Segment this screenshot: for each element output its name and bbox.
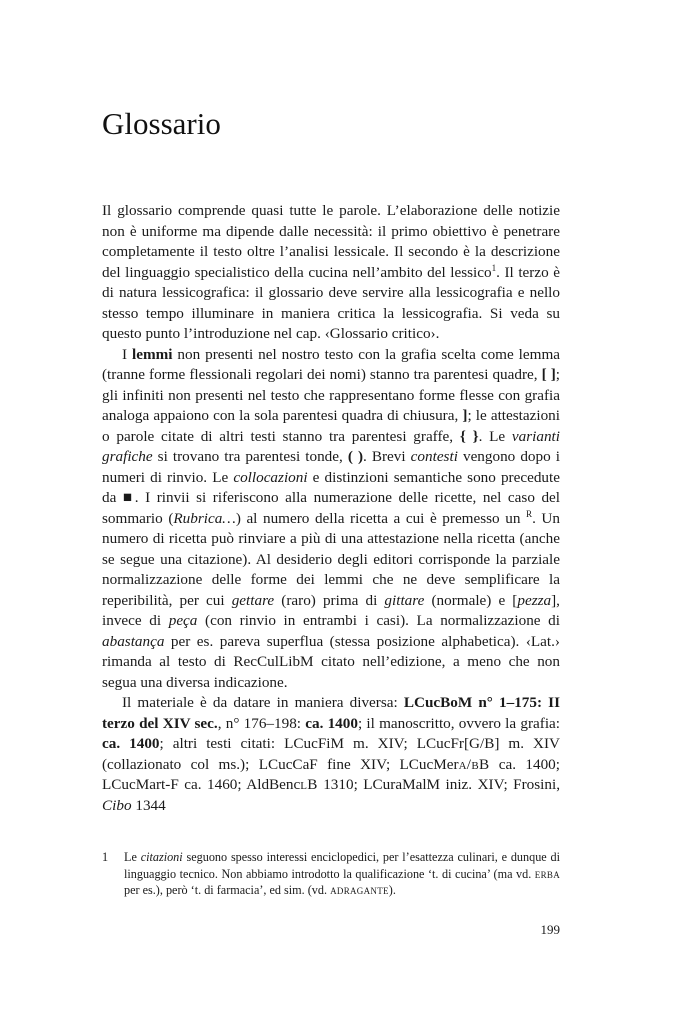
- text-run: . Un numero di ricetta può rinviare a più di una attestazione nella ricetta (anche se segue una citazione). Al desiderio degli editori corrisponde la parziale normalizzazione delle forme dei lemmi che ne deve semplificare la reperibilità, per cui: [102, 509, 560, 609]
- text-run: ).: [388, 883, 396, 898]
- text-run: , n° 176–198:: [217, 714, 306, 732]
- text-run: per es. pareva superflua (stessa posizione alphabetica). ‹Lat.› rimanda al testo di RecCulLibM citato nell’edizione, a meno che non segua una diversa indicazione.: [102, 632, 560, 691]
- text-run: . Il terzo è di natura lessicografica: il glossario deve servire alla lessicografia e nello stesso tempo illuminare in maniera critica la lessicografia. Si veda su questo punto l’introduzione nel cap. ‹Glossario critico›.: [102, 263, 560, 342]
- bold-term: lemmi: [132, 345, 173, 363]
- text-run: . Le: [478, 427, 512, 445]
- text-run: . I rinvii si riferiscono alla numerazione delle ricette, nel caso del sommario (: [102, 489, 560, 527]
- text-run: per es.), però ‘t. di farmacia’, ed sim. (vd.: [124, 883, 331, 898]
- text-run: ca. 1400; LCucMart-F ca. 1460; AldBenc: [102, 755, 560, 793]
- text-run: 1310; LCuraMalM iniz. XIV; Frosini,: [317, 776, 560, 793]
- page-number: 199: [540, 922, 560, 937]
- small-caps-term: adragante: [330, 883, 389, 898]
- superscript-marker: R: [525, 508, 533, 519]
- bold-term: ca. 1400: [305, 714, 358, 732]
- italic-term: Rubrica…: [173, 509, 236, 527]
- footnote-reference: 1: [491, 262, 497, 273]
- text-run: ) al numero della ricetta a cui è premesso un: [235, 509, 526, 527]
- italic-term: varianti grafiche: [102, 427, 560, 465]
- text-run: e distinzioni semantiche sono precedute da: [102, 468, 560, 506]
- footnote-text: [124, 849, 560, 899]
- square-bullet-icon: ■: [122, 489, 135, 506]
- text-run: Il glossario comprende quasi tutte le parole. L’elaborazione delle notizie non è uniforme ma dipende dalle necessità: il primo obiettivo è penetrare completamente il testo oltre l’analisi lessicale. Il secondo è la descrizione del linguaggio specialistico della cucina nell’ambito del lessico: [102, 202, 560, 281]
- text-run: non presenti nel nostro testo con la grafia scelta come lemma (tranne forme flessionali regolari dei nomi) stanno tra parentesi quadre,: [102, 345, 560, 383]
- small-caps-term: lB: [300, 776, 318, 793]
- text-run: ; altri testi citati: LCucFiM m. XIV; LCucFr[G/B] m. XIV (collazionato col ms.); LCucCaF fine XIV; LCucMer: [102, 735, 560, 773]
- footnote-number: 1: [102, 850, 109, 864]
- italic-term: gittare: [384, 591, 425, 609]
- text-run: seguono spesso interessi enciclopedici, per l’esattezza culinari, e dunque di linguaggio tecnico. Non abbiamo introdotto la qualificazione ‘t. di cucina’ (ma vd.: [124, 850, 561, 881]
- italic-term: abastança: [102, 632, 165, 650]
- italic-term: Cibo: [102, 796, 132, 814]
- text-run: ; le attestazioni o parole citate di altri testi stanno tra parentesi graffe,: [102, 407, 561, 445]
- chapter-title: Glossario: [102, 106, 221, 141]
- text-run: (raro) prima di: [274, 591, 385, 609]
- footnote: [102, 849, 560, 899]
- italic-term: pezza: [517, 591, 552, 609]
- italic-term: contesti: [410, 448, 458, 465]
- bold-term: ]: [462, 407, 468, 424]
- bold-term: ( ): [347, 448, 364, 465]
- text-run: vengono dopo i numeri di rinvio. Le: [102, 448, 560, 486]
- italic-term: gettare: [231, 591, 275, 609]
- italic-term: citazioni: [140, 850, 183, 864]
- text-run: ], invece di: [102, 591, 560, 629]
- text-run: ; gli infiniti non presenti nel testo che rappresentano forme flesse con grafia analoga appaiono con la sola parentesi quadra di chiusura,: [102, 366, 561, 424]
- bold-term: { }: [459, 427, 479, 445]
- text-run: (normale) e [: [424, 591, 518, 609]
- italic-term: peça: [168, 612, 198, 629]
- text-run: I: [122, 345, 132, 363]
- text-run: . Brevi: [363, 448, 411, 465]
- bold-term: LCucBoM n° 1–175: II terzo del XIV sec.: [102, 694, 560, 732]
- text-run: si trovano tra parentesi tonde,: [152, 448, 348, 465]
- text-run: Le: [124, 850, 141, 864]
- paragraph-lemmi: [102, 345, 560, 694]
- text-run: 1344: [131, 796, 166, 814]
- text-run: Il materiale è da datare in maniera diversa:: [122, 694, 404, 711]
- small-caps-term: erba: [534, 866, 560, 881]
- body-text: [102, 201, 560, 816]
- paragraph-intro: [102, 201, 560, 345]
- paragraph-dating: [102, 693, 560, 816]
- bold-term: [ ]: [541, 366, 556, 383]
- text-run: ; il manoscritto, ovvero la grafia:: [357, 714, 560, 732]
- bold-term: ca. 1400: [102, 735, 160, 752]
- small-caps-term: a/bB: [458, 755, 490, 773]
- text-run: (con rinvio in entrambi i casi). La normalizzazione di: [197, 612, 560, 629]
- italic-term: collocazioni: [233, 468, 308, 486]
